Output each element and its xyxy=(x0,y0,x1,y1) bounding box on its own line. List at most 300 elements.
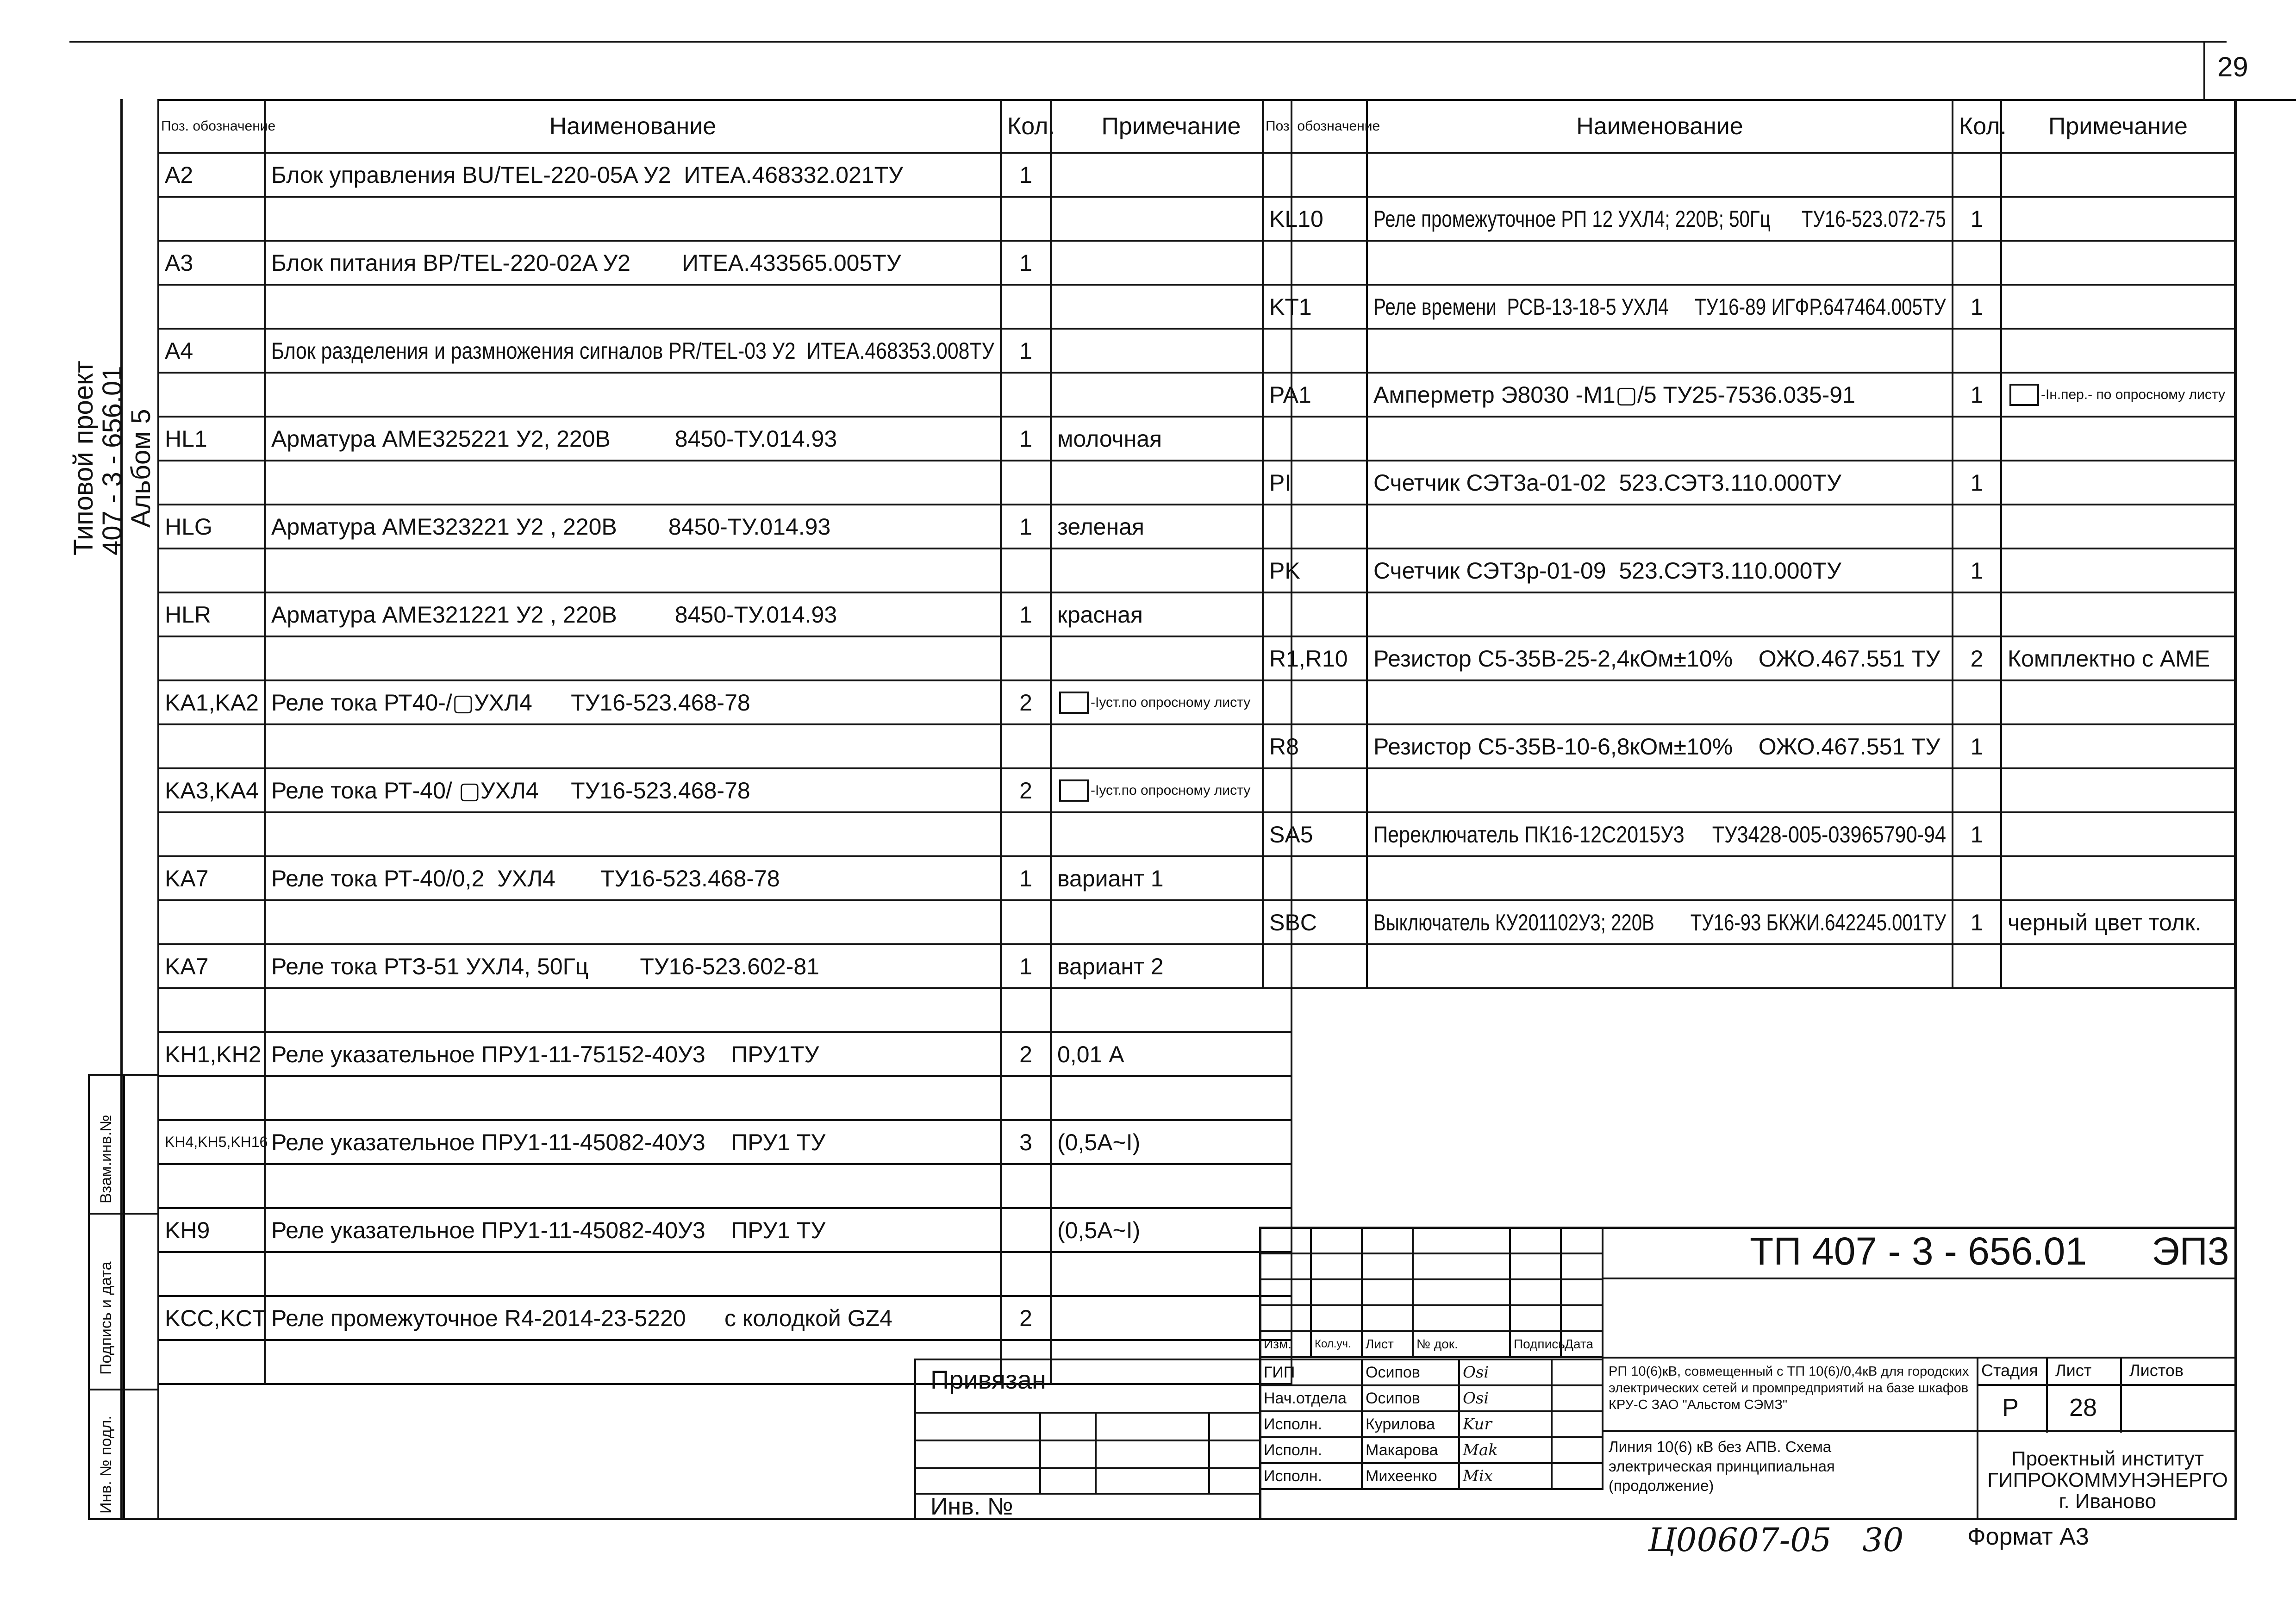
row-position: SBC xyxy=(1263,900,1367,944)
row-quantity xyxy=(1001,812,1051,856)
row-quantity xyxy=(1001,1164,1051,1208)
row-quantity: 1 xyxy=(1001,944,1051,988)
staff-row xyxy=(1260,1359,1603,1385)
sheets-label: Листов xyxy=(2129,1361,2184,1380)
row-name-text: Реле промежуточное R4-2014-23-5220 с колодкой GZ4 xyxy=(271,1305,892,1331)
staff-date xyxy=(1552,1437,1603,1463)
row-position xyxy=(158,1076,265,1120)
row-position xyxy=(158,636,265,680)
staff-signature: Mak xyxy=(1459,1437,1552,1463)
row-note: (0,5А~I) xyxy=(1051,1208,1292,1252)
row-name-text: Резистор С5-35В-10-6,8кОм±10% ОЖО.467.551 ТУ xyxy=(1373,733,1940,760)
row-note xyxy=(2001,241,2235,285)
row-note xyxy=(1051,285,1292,329)
row-name xyxy=(1367,417,1953,461)
staff-row xyxy=(1260,1463,1603,1489)
org-line-3: г. Иваново xyxy=(2059,1490,2157,1513)
row-name xyxy=(265,592,1001,636)
privyazan-vline-1 xyxy=(1039,1412,1041,1493)
col-head-doc: № док. xyxy=(1413,1331,1510,1357)
row-note xyxy=(2001,856,2235,900)
row-name xyxy=(265,241,1001,285)
table-row xyxy=(1263,724,2235,768)
side-project-line-2: 407 - 3 - 656.01 xyxy=(97,366,127,555)
table-row xyxy=(158,768,1292,812)
staff-table xyxy=(1259,1359,1603,1490)
row-quantity xyxy=(1001,461,1051,505)
page-number: 29 xyxy=(2217,51,2248,82)
row-position: KA7 xyxy=(158,944,265,988)
table-row xyxy=(158,592,1292,636)
row-note xyxy=(1051,549,1292,592)
row-quantity: 1 xyxy=(1001,153,1051,197)
row-name xyxy=(265,1120,1001,1164)
row-name-text: Реле указательное ПРУ1-11-45082-40У3 ПРУ1 ТУ xyxy=(271,1217,826,1243)
col-head-list: Лист xyxy=(1362,1331,1413,1357)
row-note xyxy=(2001,768,2235,812)
staff-role: Нач.отдела xyxy=(1260,1385,1362,1411)
row-name-text: Реле промежуточное РП 12 УХЛ4; 220В; 50Гц ТУ16-523.072-75 xyxy=(1373,206,1946,232)
row-note xyxy=(1051,988,1292,1032)
table-row xyxy=(1263,856,2235,900)
header-name: Наименование xyxy=(1367,100,1953,153)
table-row xyxy=(1263,329,2235,373)
row-position xyxy=(158,900,265,944)
row-note xyxy=(1051,1164,1292,1208)
row-note xyxy=(1051,768,1292,812)
table-row xyxy=(158,1252,1292,1296)
row-name xyxy=(265,1032,1001,1076)
table-row xyxy=(1263,549,2235,592)
header-qty: Кол. xyxy=(1953,100,2001,153)
org-line-2: ГИПРОКОММУНЭНЕРГО xyxy=(1987,1469,2228,1491)
row-quantity xyxy=(1001,988,1051,1032)
row-note: вариант 1 xyxy=(1051,856,1292,900)
row-position xyxy=(1263,592,1367,636)
row-position: KL10 xyxy=(1263,197,1367,241)
row-name xyxy=(1367,900,1953,944)
row-note: черный цвет толк. xyxy=(2001,900,2235,944)
privyazan-vline-2 xyxy=(1095,1412,1097,1493)
side-project-label xyxy=(69,361,156,555)
staff-signature: Osi xyxy=(1459,1359,1552,1385)
row-name-text: Реле времени РСВ-13-18-5 УХЛ4 ТУ16-89 ИГФР.647464.005ТУ xyxy=(1373,293,1946,320)
row-quantity: 2 xyxy=(1953,636,2001,680)
staff-name: Курилова xyxy=(1362,1411,1459,1437)
row-position: R8 xyxy=(1263,724,1367,768)
doc-code: ТП 407 - 3 - 656.01 ЭП3 xyxy=(1750,1229,2229,1273)
side-label-replace-inv: Взам.инв.№ xyxy=(97,1115,115,1203)
row-quantity: 2 xyxy=(1001,680,1051,724)
table-row xyxy=(1263,636,2235,680)
col-head-date: Дата xyxy=(1561,1331,1603,1357)
row-quantity: 1 xyxy=(1953,373,2001,417)
row-name xyxy=(265,373,1001,417)
row-name-text: Блок управления BU/TEL-220-05A У2 ИТЕА.468332.021ТУ xyxy=(271,162,903,188)
org-line-1: Проектный институт xyxy=(2011,1447,2204,1470)
row-note xyxy=(1051,724,1292,768)
inv-no-label: Инв. № xyxy=(930,1493,1013,1520)
row-note xyxy=(2001,944,2235,988)
row-name xyxy=(265,461,1001,505)
table-row xyxy=(158,1164,1292,1208)
row-position: A4 xyxy=(158,329,265,373)
row-position: KA3,KA4 xyxy=(158,768,265,812)
row-quantity xyxy=(1001,549,1051,592)
row-quantity xyxy=(1953,505,2001,549)
row-name xyxy=(265,988,1001,1032)
row-name xyxy=(1367,812,1953,856)
row-name xyxy=(1367,549,1953,592)
top-rule xyxy=(69,41,2227,43)
row-quantity xyxy=(1001,197,1051,241)
row-name xyxy=(265,153,1001,197)
row-quantity xyxy=(1953,944,2001,988)
row-note xyxy=(2001,724,2235,768)
row-position xyxy=(158,373,265,417)
row-position xyxy=(158,1340,265,1384)
row-position: PA1 xyxy=(1263,373,1367,417)
row-position: SA5 xyxy=(1263,812,1367,856)
table-row xyxy=(158,812,1292,856)
row-note xyxy=(1051,461,1292,505)
table-row xyxy=(158,724,1292,768)
row-position xyxy=(158,285,265,329)
row-note xyxy=(1051,636,1292,680)
table-row xyxy=(158,680,1292,724)
row-name xyxy=(1367,856,1953,900)
row-position: KT1 xyxy=(1263,285,1367,329)
stage-grid-col-2 xyxy=(2120,1359,2122,1433)
row-note xyxy=(2001,417,2235,461)
row-name-text: Счетчик СЭТ3р-01-09 523.СЭТ3.110.000ТУ xyxy=(1373,557,1841,584)
row-position: KA1,KA2 xyxy=(158,680,265,724)
row-quantity xyxy=(1953,856,2001,900)
row-name xyxy=(1367,373,1953,417)
row-quantity xyxy=(1953,768,2001,812)
row-position xyxy=(158,197,265,241)
col-head-sign: Подпись xyxy=(1510,1331,1561,1357)
row-name xyxy=(265,329,1001,373)
row-name xyxy=(265,505,1001,549)
row-quantity: 1 xyxy=(1001,592,1051,636)
staff-row xyxy=(1260,1411,1603,1437)
header-name: Наименование xyxy=(265,100,1001,153)
staff-date xyxy=(1552,1385,1603,1411)
row-name-text: Реле тока РТ-40/ ▢УХЛ4 ТУ16-523.468-78 xyxy=(271,777,750,804)
row-note xyxy=(2001,461,2235,505)
row-note xyxy=(1051,153,1292,197)
row-quantity: 1 xyxy=(1953,549,2001,592)
row-name xyxy=(1367,197,1953,241)
row-note: красная xyxy=(1051,592,1292,636)
row-quantity xyxy=(1953,592,2001,636)
row-note xyxy=(1051,1296,1292,1340)
staff-signature: Kur xyxy=(1459,1411,1552,1437)
row-position xyxy=(1263,680,1367,724)
row-position xyxy=(1263,153,1367,197)
row-name xyxy=(1367,505,1953,549)
row-note xyxy=(1051,680,1292,724)
table-row xyxy=(1263,812,2235,856)
row-quantity: 1 xyxy=(1953,812,2001,856)
row-name xyxy=(265,285,1001,329)
side-stamp-inner xyxy=(125,1074,159,1520)
table-row xyxy=(158,944,1292,988)
row-note: зеленая xyxy=(1051,505,1292,549)
row-position xyxy=(158,1252,265,1296)
row-name xyxy=(1367,153,1953,197)
row-name xyxy=(265,1340,1001,1384)
sheet-title: Линия 10(6) кВ без АПВ. Схема электрическая принципиальная (продолжение) xyxy=(1609,1438,1835,1494)
row-quantity: 1 xyxy=(1001,505,1051,549)
row-name-text: Переключатель ПК16-12С2015У3 ТУ3428-005-03965790-94 xyxy=(1373,821,1947,848)
row-name xyxy=(265,636,1001,680)
row-position: KA7 xyxy=(158,856,265,900)
row-quantity: 1 xyxy=(1001,329,1051,373)
row-position xyxy=(1263,856,1367,900)
row-position: KH9 xyxy=(158,1208,265,1252)
row-name xyxy=(265,680,1001,724)
row-note xyxy=(2001,812,2235,856)
table-row xyxy=(158,285,1292,329)
row-name xyxy=(265,768,1001,812)
row-name xyxy=(265,1208,1001,1252)
row-quantity: 2 xyxy=(1001,1032,1051,1076)
row-note xyxy=(1051,900,1292,944)
object-title: РП 10(6)кВ, совмещенный с ТП 10(6)/0,4кВ для городских электрических сетей и промпредприятий на базе шкафов КРУ-С ЗАО "Альстом СЭМЗ" xyxy=(1609,1364,1969,1412)
row-position xyxy=(158,812,265,856)
row-position: HLR xyxy=(158,592,265,636)
sheet-label: Лист xyxy=(2055,1361,2092,1380)
row-position: KH4,KH5,KH16 xyxy=(158,1120,265,1164)
row-position: PK xyxy=(1263,549,1367,592)
header-pos: Поз. обозначение xyxy=(158,100,265,153)
row-note xyxy=(2001,505,2235,549)
row-name xyxy=(1367,461,1953,505)
row-quantity: 1 xyxy=(1001,241,1051,285)
row-quantity: 1 xyxy=(1953,461,2001,505)
table-row xyxy=(1263,900,2235,944)
row-quantity xyxy=(1001,900,1051,944)
doc-code-divider xyxy=(1602,1278,2237,1279)
staff-name: Осипов xyxy=(1362,1359,1459,1385)
row-quantity xyxy=(1001,285,1051,329)
handwritten-code: Ц00607-05 30 xyxy=(1648,1521,1904,1559)
header-note: Примечание xyxy=(1051,100,1292,153)
staff-date xyxy=(1552,1463,1603,1489)
row-note: (0,5А~I) xyxy=(1051,1120,1292,1164)
table-row xyxy=(1263,417,2235,461)
col-head-izm: Изм. xyxy=(1260,1331,1311,1357)
row-position xyxy=(1263,417,1367,461)
row-name-text: Амперметр Э8030 -М1▢/5 ТУ25-7536.035-91 xyxy=(1373,381,1855,408)
row-position: R1,R10 xyxy=(1263,636,1367,680)
row-note: Комплектно с АМЕ xyxy=(2001,636,2235,680)
row-name xyxy=(265,1076,1001,1120)
row-position xyxy=(1263,944,1367,988)
row-quantity: 1 xyxy=(1001,417,1051,461)
row-note xyxy=(2001,549,2235,592)
row-note-text: -Iуст.по опросному листу xyxy=(1091,782,1251,798)
table-row xyxy=(1263,768,2235,812)
row-name xyxy=(265,724,1001,768)
row-quantity xyxy=(1953,329,2001,373)
format-label: Формат А3 xyxy=(1967,1523,2089,1550)
row-quantity: 1 xyxy=(1953,285,2001,329)
table-row xyxy=(1263,285,2235,329)
blank-box xyxy=(2009,384,2039,406)
table-row xyxy=(1263,373,2235,417)
privyazan-label: Привязан xyxy=(930,1365,1046,1394)
header-qty: Кол. xyxy=(1001,100,1051,153)
row-name xyxy=(265,549,1001,592)
row-note xyxy=(1051,197,1292,241)
row-name xyxy=(1367,768,1953,812)
row-position xyxy=(158,461,265,505)
row-quantity xyxy=(1953,680,2001,724)
row-quantity xyxy=(1001,1076,1051,1120)
staff-role: Исполн. xyxy=(1260,1463,1362,1489)
table-row xyxy=(158,373,1292,417)
row-name xyxy=(1367,680,1953,724)
row-name xyxy=(1367,285,1953,329)
table-row xyxy=(158,505,1292,549)
table-row xyxy=(158,241,1292,285)
row-position xyxy=(1263,505,1367,549)
table-row xyxy=(158,197,1292,241)
right-spec-table xyxy=(1262,99,2236,989)
row-name xyxy=(265,944,1001,988)
table-row xyxy=(158,153,1292,197)
table-row xyxy=(158,1032,1292,1076)
row-name xyxy=(265,900,1001,944)
row-position xyxy=(158,988,265,1032)
row-note-text: -Iуст.по опросному листу xyxy=(1091,694,1251,710)
table-row xyxy=(158,1296,1292,1340)
row-note xyxy=(2001,592,2235,636)
row-name-text: Реле тока РТ-40/0,2 УХЛ4 ТУ16-523.468-78 xyxy=(271,865,780,891)
row-position xyxy=(158,1164,265,1208)
row-quantity: 1 xyxy=(1001,856,1051,900)
row-name-text: Блок питания BP/TEL-220-02A У2 ИТЕА.433565.005ТУ xyxy=(271,249,901,276)
col-head-kolvo: Кол.уч. xyxy=(1311,1331,1362,1357)
row-name-text: Счетчик СЭТ3а-01-02 523.СЭТ3.110.000ТУ xyxy=(1373,469,1841,496)
table-row xyxy=(158,461,1292,505)
row-note xyxy=(2001,153,2235,197)
row-name-text: Реле указательное ПРУ1-11-75152-40У3 ПРУ1ТУ xyxy=(271,1041,819,1067)
row-note: вариант 2 xyxy=(1051,944,1292,988)
staff-signature: Mix xyxy=(1459,1463,1552,1489)
row-quantity: 3 xyxy=(1001,1120,1051,1164)
side-stamp-div-2 xyxy=(88,1389,159,1390)
row-note xyxy=(2001,197,2235,241)
row-quantity: 2 xyxy=(1001,1296,1051,1340)
staff-role: Исполн. xyxy=(1260,1411,1362,1437)
row-quantity xyxy=(1953,153,2001,197)
row-position xyxy=(1263,768,1367,812)
table-row xyxy=(158,988,1292,1032)
row-name xyxy=(265,417,1001,461)
row-position: A3 xyxy=(158,241,265,285)
row-name xyxy=(265,197,1001,241)
row-note xyxy=(2001,285,2235,329)
row-position: PI xyxy=(1263,461,1367,505)
table-row xyxy=(158,417,1292,461)
row-position xyxy=(158,724,265,768)
row-note xyxy=(2001,373,2235,417)
table-row xyxy=(1263,241,2235,285)
staff-date xyxy=(1552,1359,1603,1385)
row-quantity xyxy=(1953,241,2001,285)
row-name xyxy=(1367,944,1953,988)
row-position xyxy=(1263,329,1367,373)
staff-name: Осипов xyxy=(1362,1385,1459,1411)
row-name-text: Реле тока РТЗ-51 УХЛ4, 50Гц ТУ16-523.602-81 xyxy=(271,953,819,979)
row-name xyxy=(1367,241,1953,285)
staff-name: Михеенко xyxy=(1362,1463,1459,1489)
table-row xyxy=(1263,680,2235,724)
row-quantity: 1 xyxy=(1953,724,2001,768)
row-quantity xyxy=(1001,1252,1051,1296)
row-quantity xyxy=(1001,636,1051,680)
row-note-text: -Iн.пер.- по опросному листу xyxy=(2041,386,2225,402)
table-row xyxy=(158,1208,1292,1252)
row-position: A2 xyxy=(158,153,265,197)
row-quantity: 2 xyxy=(1001,768,1051,812)
row-name xyxy=(265,1252,1001,1296)
row-quantity xyxy=(1001,724,1051,768)
row-name-text: Блок разделения и размножения сигналов PR/TEL-03 У2 ИТЕА.468353.008ТУ xyxy=(271,337,994,364)
header-note: Примечание xyxy=(2001,100,2235,153)
row-position xyxy=(1263,241,1367,285)
side-project-line-3: Альбом 5 xyxy=(126,409,156,528)
staff-date xyxy=(1552,1411,1603,1437)
stage-value: Р xyxy=(2002,1394,2019,1421)
left-spec-table xyxy=(157,99,1292,1385)
stage-grid-col-1 xyxy=(2046,1359,2048,1433)
staff-row xyxy=(1260,1437,1603,1463)
row-name-text: Арматура АМЕ325221 У2, 220В 8450-ТУ.014.93 xyxy=(271,425,837,452)
row-name-text: Реле указательное ПРУ1-11-45082-40У3 ПРУ1 ТУ xyxy=(271,1129,826,1155)
row-note xyxy=(1051,1076,1292,1120)
side-project-line-1: Типовой проект xyxy=(69,361,99,555)
row-name xyxy=(1367,592,1953,636)
blank-box xyxy=(1059,692,1089,714)
row-quantity xyxy=(1001,373,1051,417)
row-quantity: 1 xyxy=(1953,197,2001,241)
blank-box xyxy=(1059,779,1089,802)
side-label-inv-orig: Инв. № подл. xyxy=(97,1415,115,1514)
row-note xyxy=(1051,241,1292,285)
staff-signature: Osi xyxy=(1459,1385,1552,1411)
table-row xyxy=(158,636,1292,680)
row-position: KH1,KH2 xyxy=(158,1032,265,1076)
stage-label: Стадия xyxy=(1981,1361,2038,1380)
row-name xyxy=(265,1164,1001,1208)
table-row xyxy=(1263,461,2235,505)
table-row xyxy=(1263,153,2235,197)
row-position: KCC,KCT xyxy=(158,1296,265,1340)
side-label-sign-date: Подпись и дата xyxy=(97,1261,115,1375)
header-pos: Поз. обозначение xyxy=(1263,100,1367,153)
table-row xyxy=(158,549,1292,592)
row-name xyxy=(1367,636,1953,680)
org-block xyxy=(1977,1433,2237,1520)
table-row xyxy=(1263,197,2235,241)
row-note xyxy=(1051,812,1292,856)
table-row xyxy=(158,329,1292,373)
